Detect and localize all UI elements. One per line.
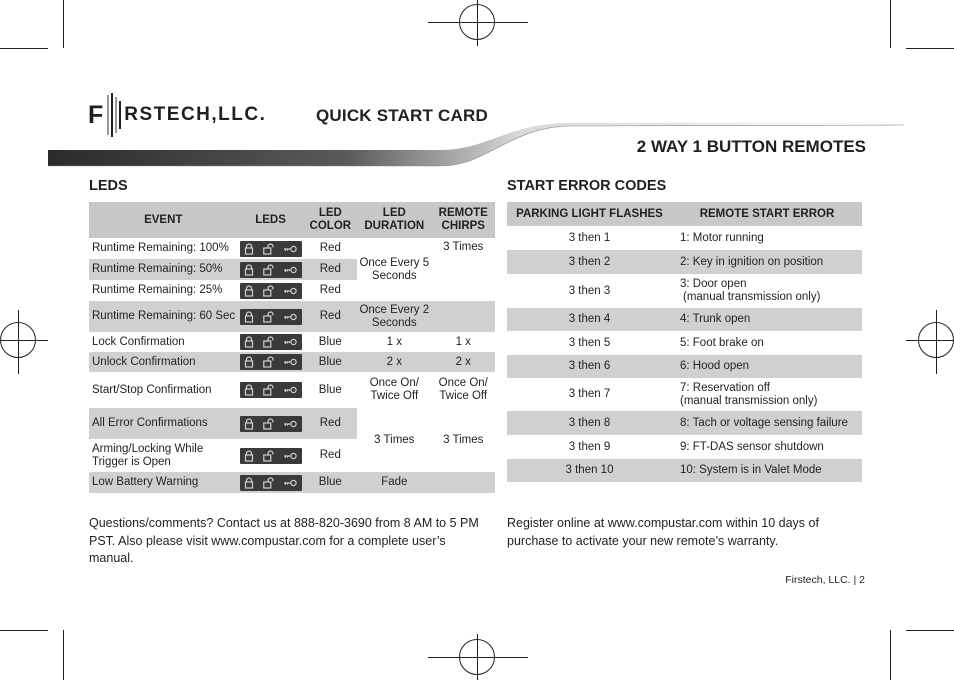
lock-icon [244,285,254,297]
duration-cell: Fade [381,476,408,488]
event-cell: Unlock Confirmation [92,355,196,368]
table-row [89,332,495,352]
crop-mark [0,48,48,49]
flashes-cell: 3 then 9 [568,440,611,453]
unlock-icon [263,264,274,276]
lock-icon [244,384,254,396]
led-indicator-cell [238,280,304,301]
error-text: 3: Door open [680,278,747,290]
flashes-cell: 3 then 6 [568,360,611,372]
error-note: (manual transmission only) [683,291,821,303]
flashes-cell: 3 then 8 [568,416,611,429]
table-row [507,308,862,331]
duration-cell: 2 x [386,355,402,368]
column-header: LEDS [238,202,304,238]
registration-mark [0,322,36,358]
chirps-cell: 3 Times [432,238,495,301]
error-cell [672,378,862,411]
logo-text: RSTECH,LLC. [124,104,267,125]
table-row [507,250,862,274]
event-cell: Runtime Remaining: 60 Sec [92,310,236,322]
key-icon [283,386,297,394]
led-icons [240,283,302,299]
led-indicator-cell [238,259,304,280]
crop-mark [63,0,64,48]
table-header-row [507,202,862,226]
color-cell: Blue [318,476,342,488]
color-cell: Red [319,310,341,322]
color-cell: Blue [318,335,342,348]
crop-mark [890,630,891,680]
key-icon [283,266,297,274]
chirps-cell: 1 x [455,335,471,348]
table-row [507,226,862,250]
event-cell: Start/Stop Confirmation [92,383,212,396]
flashes-cell: 3 then 3 [568,284,611,297]
table-row [89,352,495,372]
lock-icon [244,418,254,430]
column-header: EVENT [89,202,238,238]
led-icons [240,448,302,464]
color-cell: Blue [318,383,342,396]
duration-cell: Once Every 5 Seconds [357,238,431,301]
unlock-icon [263,243,274,255]
unlock-icon [263,418,274,430]
key-icon [283,245,297,253]
error-cell: 5: Foot brake on [680,336,764,349]
lock-icon [244,243,254,255]
error-cell: 2: Key in ignition on position [680,255,824,268]
key-icon [283,287,297,295]
color-cell: Red [319,417,341,429]
error-text: 7: Reservation off [680,381,770,394]
led-indicator-cell [238,408,304,439]
table-row [507,274,862,308]
table-row [507,331,862,355]
registration-mark [459,4,495,40]
leds-heading: LEDS [89,178,128,194]
column-header: REMOTE CHIRPS [432,202,495,238]
lock-icon [244,311,254,323]
led-icons [240,354,302,370]
page-title: QUICK START CARD [316,106,488,125]
crop-mark [906,630,954,631]
error-cell: 8: Tach or voltage sensing failure [680,416,848,429]
error-note: (manual transmission only) [680,394,818,407]
flashes-cell: 3 then 7 [568,388,611,400]
register-text: Register online at www.compustar.com within 10 days of purchase to activate your new remote’s warranty. [507,516,819,548]
color-cell: Red [319,263,341,275]
column-header: PARKING LIGHT FLASHES [507,202,672,226]
led-icons [240,416,302,432]
led-icons [240,475,302,491]
event-cell: Runtime Remaining: 100% [92,242,229,254]
table-header-row [89,202,495,238]
led-indicator-cell [238,439,304,472]
led-icons [240,262,302,278]
lock-icon [244,450,254,462]
unlock-icon [263,336,274,348]
crop-mark [906,48,954,49]
lock-icon [244,356,254,368]
crop-mark [0,630,48,631]
led-icons [240,309,302,325]
led-indicator-cell [238,332,304,352]
crop-mark [890,0,891,48]
led-indicator-cell [238,472,304,493]
errors-heading: START ERROR CODES [507,178,667,194]
start-error-table [507,202,862,482]
event-cell: Runtime Remaining: 50% [92,263,223,275]
led-indicator-cell [238,301,304,332]
table-row [89,372,495,408]
table-row [507,435,862,459]
lock-icon [244,264,254,276]
page-subtitle: 2 WAY 1 BUTTON REMOTES [636,137,866,156]
table-row [507,411,862,435]
error-cell [672,274,862,308]
table-row [89,472,495,493]
error-cell: 4: Trunk open [680,313,751,325]
led-indicator-cell [238,372,304,408]
table-row [507,459,862,482]
unlock-icon [263,311,274,323]
event-cell: Arming/Locking While Trigger is Open [92,442,204,468]
chirps-cell: Once On/ Twice Off [438,377,488,402]
key-icon [283,358,297,366]
key-icon [283,420,297,428]
flashes-cell: 3 then 2 [568,255,611,268]
table-row [89,301,495,332]
key-icon [283,452,297,460]
error-cell: 9: FT-DAS sensor shutdown [680,440,824,453]
registration-mark [459,639,495,675]
color-cell: Red [319,242,341,254]
event-cell: Low Battery Warning [92,476,199,488]
event-cell: Runtime Remaining: 25% [92,284,223,296]
flashes-cell: 3 then 5 [568,336,611,349]
unlock-icon [263,356,274,368]
duration-cell: 3 Times [357,408,431,472]
key-icon [283,313,297,321]
registration-mark [918,322,954,358]
error-cell: 6: Hood open [680,360,750,372]
logo-letter: F [88,100,105,129]
leds-table [89,202,495,493]
table-row [507,355,862,378]
page-footer: Firstech, LLC. | 2 [785,574,865,586]
chirps-cell: 3 Times [432,408,495,472]
duration-cell: Once On/ Twice Off [369,377,419,402]
led-icons [240,334,302,350]
lock-icon [244,477,254,489]
contact-text: Questions/comments? Contact us at 888-820-3690 from 8 AM to 5 PM PST. Also please visit www.compustar.com for a complete user’s manual. [89,516,479,565]
led-icons [240,382,302,398]
chirps-cell [432,472,495,493]
color-cell: Red [319,284,341,296]
unlock-icon [263,384,274,396]
led-icons [240,241,302,257]
error-cell: 1: Motor running [680,231,764,244]
column-header: REMOTE START ERROR [672,202,862,226]
table-row [89,238,495,259]
chirps-cell [432,301,495,332]
chirps-cell: 2 x [455,355,471,368]
event-cell: All Error Confirmations [92,417,208,429]
unlock-icon [263,477,274,489]
flashes-cell: 3 then 1 [568,231,611,244]
key-icon [283,479,297,487]
lock-icon [244,336,254,348]
flashes-cell: 3 then 4 [568,313,611,325]
crop-mark [63,630,64,680]
color-cell: Red [319,449,341,461]
column-header: LED COLOR [304,202,358,238]
duration-cell: Once Every 2 Seconds [359,303,430,329]
led-indicator-cell [238,238,304,259]
unlock-icon [263,285,274,297]
led-indicator-cell [238,352,304,372]
key-icon [283,338,297,346]
unlock-icon [263,450,274,462]
column-header: LED DURATION [357,202,431,238]
table-row [507,378,862,411]
table-row [89,408,495,439]
flashes-cell: 3 then 10 [565,464,614,476]
event-cell: Lock Confirmation [92,335,185,348]
duration-cell: 1 x [386,335,402,348]
color-cell: Blue [318,355,342,368]
error-cell: 10: System is in Valet Mode [680,464,822,476]
